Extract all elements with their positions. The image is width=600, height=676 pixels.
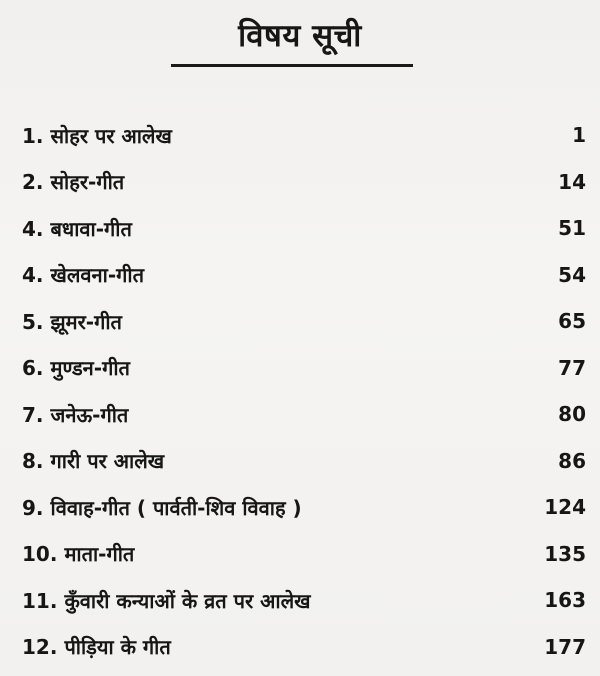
toc-entry-10	[0, 531, 600, 578]
toc-entry-label	[22, 587, 311, 614]
toc-entry-number: 1.	[22, 123, 44, 148]
toc-entry-11	[0, 577, 600, 624]
toc-entry-title: झूमर-गीत	[50, 309, 122, 334]
toc-entry-number: 4.	[22, 216, 44, 241]
toc-entry-number: 2.	[22, 170, 44, 195]
toc-entry-number: 6.	[22, 356, 44, 381]
toc-entry-title: सोहर पर आलेख	[50, 123, 172, 148]
toc-entry-title: विवाह-गीत ( पार्वती-शिव विवाह )	[50, 495, 302, 520]
toc-entry-label	[22, 633, 171, 660]
toc-entry-number: 7.	[22, 402, 44, 427]
toc-entry-page: 135	[544, 541, 586, 566]
toc-entry-label	[22, 261, 144, 288]
toc-entry-page: 51	[558, 216, 586, 241]
toc-entry-2	[0, 159, 600, 206]
toc-entry-3	[0, 205, 600, 252]
toc-entry-9	[0, 484, 600, 531]
toc-entry-page: 77	[558, 355, 586, 380]
toc-entry-number: 8.	[22, 449, 44, 474]
toc-entry-number: 4.	[22, 263, 44, 288]
toc-entry-page: 80	[558, 402, 586, 427]
toc-entry-title: कुँवारी कन्याओं के व्रत पर आलेख	[64, 588, 311, 613]
toc-entry-page: 1	[572, 123, 586, 148]
toc-entry-page: 124	[544, 495, 586, 520]
toc-entry-title: गारी पर आलेख	[50, 449, 165, 474]
page-title: विषय सूची	[238, 18, 362, 54]
toc-entry-title: माता-गीत	[64, 542, 135, 567]
toc-entry-label	[22, 308, 122, 335]
toc-entry-label	[22, 215, 132, 242]
toc-entry-label	[22, 168, 124, 195]
toc-entry-number: 12.	[22, 635, 58, 660]
toc-entry-label	[22, 447, 164, 474]
toc-entry-title: मुण्डन-गीत	[50, 356, 130, 381]
toc-entry-title: पीड़िया के गीत	[64, 635, 171, 660]
toc-entry-label	[22, 122, 172, 149]
toc-entry-8	[0, 438, 600, 485]
toc-entry-number: 10.	[22, 542, 58, 567]
toc-entry-number: 5.	[22, 309, 44, 334]
toc-entry-label	[22, 494, 302, 521]
toc-entry-title: खेलवना-गीत	[50, 263, 144, 288]
toc-entry-title: बधावा-गीत	[50, 216, 132, 241]
toc-entry-page: 86	[558, 448, 586, 473]
toc-entry-page: 14	[558, 169, 586, 194]
toc-entry-12	[0, 624, 600, 671]
toc-entry-page: 177	[544, 634, 586, 659]
toc-entry-page: 54	[558, 262, 586, 287]
toc-entry-number: 9.	[22, 495, 44, 520]
toc-entry-label	[22, 540, 134, 567]
toc-entry-page: 163	[544, 588, 586, 613]
toc-entry-title: जनेऊ-गीत	[50, 402, 129, 427]
toc-entry-label	[22, 401, 128, 428]
table-of-contents	[0, 112, 600, 670]
toc-entry-number: 11.	[22, 588, 58, 613]
toc-entry-6	[0, 345, 600, 392]
toc-entry-5	[0, 298, 600, 345]
toc-entry-4	[0, 252, 600, 299]
toc-entry-page: 65	[558, 309, 586, 334]
toc-entry-label	[22, 354, 130, 381]
toc-entry-title: सोहर-गीत	[50, 170, 125, 195]
title-underline	[171, 64, 413, 67]
toc-entry-7	[0, 391, 600, 438]
toc-entry-1	[0, 112, 600, 159]
